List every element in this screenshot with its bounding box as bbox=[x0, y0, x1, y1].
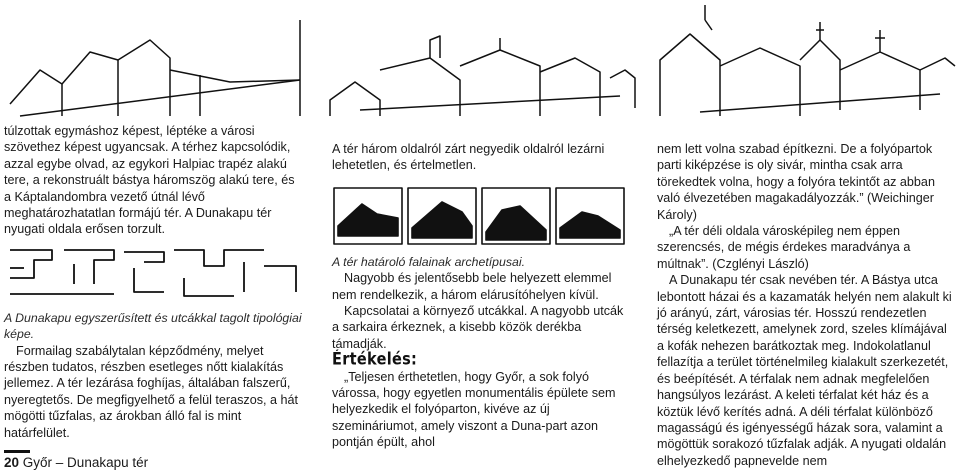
sketch-middle bbox=[330, 36, 635, 116]
sketch-right bbox=[660, 5, 955, 116]
figure-caption: A tér határoló falainak archetípusai. bbox=[332, 254, 525, 269]
sketch-left bbox=[10, 20, 300, 116]
page-number: 20 bbox=[4, 455, 20, 470]
body-paragraph: túlzottak egymáshoz képest, léptéke a városi szövethez képest ugyancsak. A térhez kapcsolódik, azzal egybe olvad, az egykori Halpiac trapéz alakú tere, a rekonstruált bástya háromszög alakú tere, és a Káptalandombra vezető útnál lévő meghatározhatatlan formájú tér. A Dunakapu tér nyugati oldala erősen torzult. bbox=[4, 124, 295, 237]
column-right bbox=[657, 141, 957, 469]
section-heading: Értékelés: bbox=[332, 351, 418, 370]
body-paragraph: Formailag szabálytalan képződmény, melyet részben tudatos, részben esetleges nőtt kialakítás jellemez. A tér lezárása foghíjas, általában falszerű, nyeregtetős. De megfigyelhető a felül teraszos, a hát mögötti tűzfalas, az árokban álló fal is mint határfelület. bbox=[4, 343, 299, 440]
footer-rule bbox=[4, 450, 30, 453]
wall-archetypes-drawing bbox=[332, 186, 628, 248]
body-paragraph: A Dunakapu tér csak nevében tér. A Bástya utca lebontott házai és a kazamaták helyén nem alakult ki jó arányú, zárt, városias tér. Hosszú rendezetlen térség keletkezett, amelynek zord, szeles klímájával a kofák nehezen barátkoztak meg. Indokolatlanul fellazítja a terület történelmileg kialakult szerkezetét, és beépítését. A térfalak nem adnak megfelelően hangsúlyos lezárást. A keleti térfalat két ház és a köztük lévő kerítés adná. A déli térfalat különböző magasságú és igényességű házak sora, valamint a mögöttük sorakozó tűzfalak adják. A nyugati oldalán elhelyezkedő papnevelde nem bbox=[657, 273, 952, 468]
body-paragraph: Nagyobb és jelentősebb bele helyezett elemmel nem rendelkezik, a három elárusítóhelyen kívül. bbox=[332, 271, 612, 302]
body-paragraph: „Teljesen érthetetlen, hogy Győr, a sok folyó várossa, hogy egyetlen monumentális épülete sem helyezkedik el folyóparton, kivéve az új szemináriumot, amely viszont a Duna-part azon pontján épült, ahol bbox=[332, 369, 616, 450]
figure-caption: A Dunakapu egyszerűsített és utcákkal tagolt tipológiai képe. bbox=[4, 310, 302, 342]
column-left bbox=[4, 123, 304, 441]
body-paragraph: Kapcsolatai a környező utcákkal. A nagyobb utcák a sarkaira érkeznek, a kisebb közök derékba támadják. bbox=[332, 304, 624, 351]
body-paragraph: A tér három oldalról zárt negyedik oldalról lezárni lehetetlen, és értelmetlen. bbox=[332, 142, 605, 173]
typology-drawing bbox=[4, 238, 302, 304]
running-title: Győr – Dunakapu tér bbox=[22, 455, 149, 470]
page-footer bbox=[4, 455, 148, 471]
perspective-sketches bbox=[0, 0, 960, 118]
quote-paragraph: „A tér déli oldala városképileg nem éppen szerencsés, de mégis érdekes maradványa a múltnak”. (Czglényi László) bbox=[657, 224, 911, 271]
column-middle bbox=[332, 141, 630, 451]
body-paragraph: nem lett volna szabad építkezni. De a folyópartok parti kiképzése is oly sivár, mintha csak arra törekedtek volna, hogy a folyóra tekintőt az abban való élvezetében magakadályozzák.” (Weichinger Károly) bbox=[657, 142, 935, 222]
